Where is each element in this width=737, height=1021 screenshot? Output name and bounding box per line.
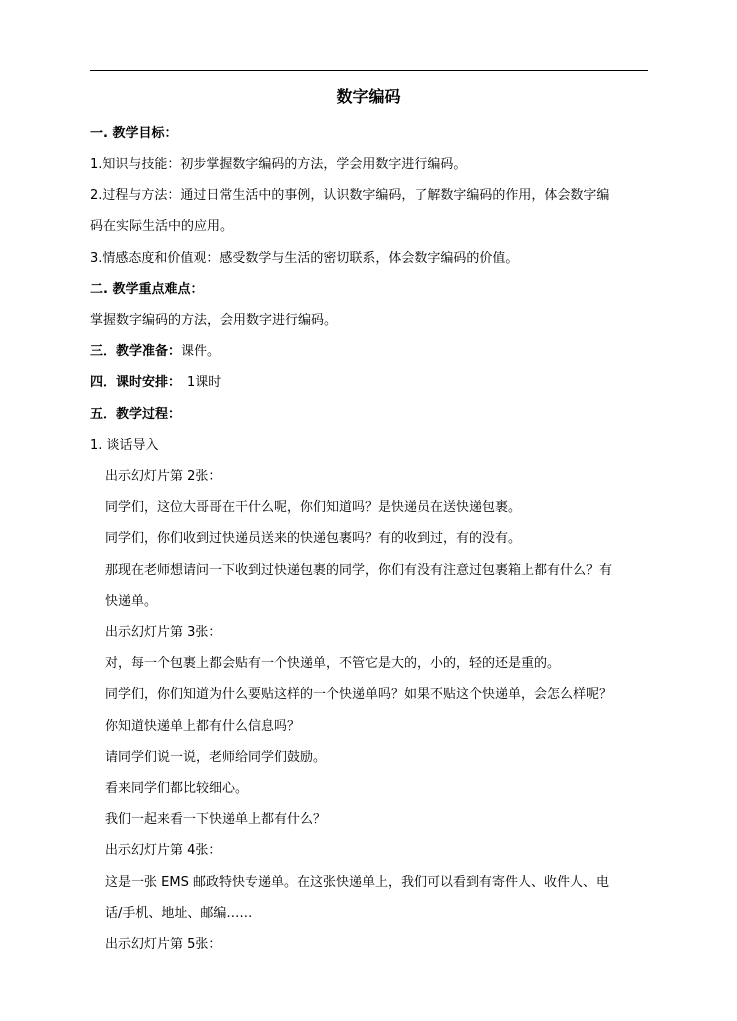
body-paragraph: 看来同学们都比较细心。 [105,781,249,796]
schedule-line [90,374,221,392]
process-step-1: 1. 谈话导入 [90,438,159,453]
section-heading-key-points: 二. 教学重点难点： [90,282,204,297]
section-heading-process: 五．教学过程： [90,407,182,422]
prep-line [90,343,220,361]
prep-value: 课件。 [181,344,221,359]
goal-item-2-line2: 码在实际生活中的应用。 [90,219,234,234]
goal-item-1: 1.知识与技能：初步掌握数字编码的方法，学会用数字进行编码。 [90,157,467,172]
body-paragraph: 出示幻灯片第 4张： [105,843,222,858]
body-paragraph: 对，每一个包裹上都会贴有一个快递单，不管它是大的，小的，轻的还是重的。 [105,656,561,671]
body-paragraph: 出示幻灯片第 5张： [105,937,222,952]
schedule-label: 四．课时安排： [90,375,182,390]
goal-item-3: 3.情感态度和价值观：感受数学与生活的密切联系，体会数字编码的价值。 [90,251,519,266]
header-rule [90,70,648,71]
body-paragraph: 同学们，你们收到过快递员送来的快递包裹吗？有的收到过，有的没有。 [105,531,522,546]
body-paragraph: 这是一张 EMS 邮政特快专递单。在这张快递单上，我们可以看到有寄件人、收件人、电 [105,875,609,890]
schedule-value: 1课时 [187,375,222,390]
section-heading-goals: 一. 教学目标： [90,126,178,141]
body-paragraph: 话/手机、地址、邮编…… [105,906,253,921]
body-paragraph: 出示幻灯片第 2张： [105,469,222,484]
key-points-text: 掌握数字编码的方法，会用数字进行编码。 [90,313,338,328]
body-paragraph: 我们一起来看一下快递单上都有什么？ [105,812,327,827]
document-title: 数字编码 [336,87,401,106]
prep-label: 三．教学准备： [90,344,182,359]
body-paragraph: 同学们，你们知道为什么要贴这样的一个快递单吗？如果不贴这个快递单，会怎么样呢？ [105,687,613,702]
body-paragraph: 出示幻灯片第 3张： [105,625,222,640]
body-paragraph: 同学们，这位大哥哥在干什么呢，你们知道吗？是快递员在送快递包裹。 [105,500,522,515]
body-paragraph: 你知道快递单上都有什么信息吗？ [105,719,301,734]
goal-item-2-line1: 2.过程与方法：通过日常生活中的事例，认识数字编码，了解数字编码的作用，体会数字编 [90,188,610,203]
body-paragraph: 快递单。 [105,594,158,609]
body-paragraph: 那现在老师想请问一下收到过快递包裹的同学，你们有没有注意过包裹箱上都有什么？有 [105,563,613,578]
body-paragraph: 请同学们说一说，老师给同学们鼓励。 [105,750,327,765]
